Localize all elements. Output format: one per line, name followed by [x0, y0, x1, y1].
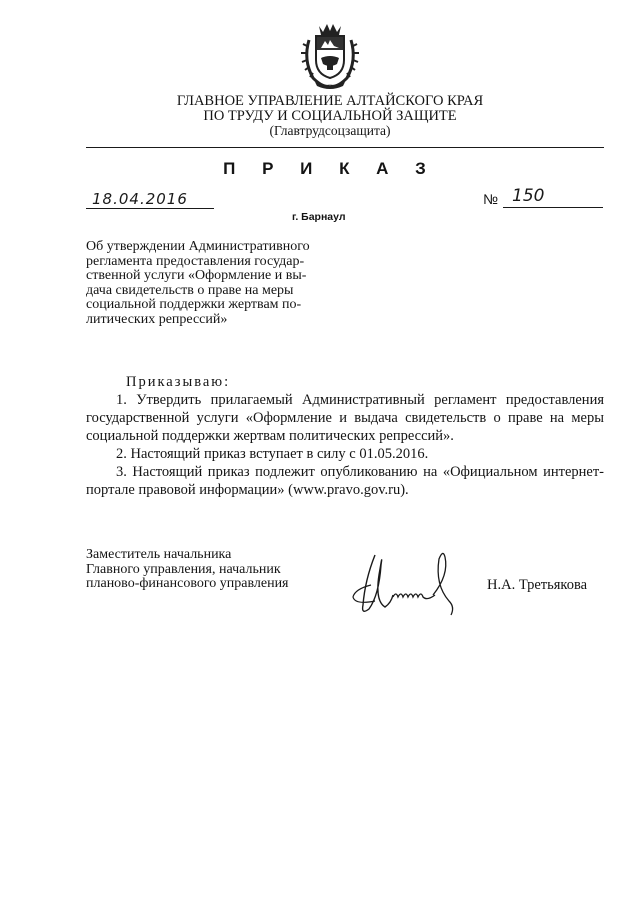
date-underline	[86, 208, 214, 209]
number-underline	[503, 207, 603, 208]
subject-line: социальной поддержки жертвам по-	[86, 297, 302, 312]
subject-line: Об утверждении Административного	[86, 239, 310, 254]
organization-name-line2: ПО ТРУДУ И СОЦИАЛЬНОЙ ЗАЩИТЕ	[203, 108, 457, 124]
subject-line: литических репрессий»	[86, 311, 228, 327]
signatory-title-line: планово-финансового управления	[86, 576, 289, 591]
subject-line: регламента предоставления государ-	[86, 253, 305, 269]
order-item-2: 2. Настоящий приказ вступает в силу с 01.05.2016.	[116, 446, 429, 462]
altai-krai-coat-of-arms-icon	[299, 20, 361, 92]
subject-line: дача свидетельств о праве на меры	[86, 282, 294, 298]
order-heading: Приказываю:	[126, 374, 231, 390]
document-number-label: №	[483, 191, 499, 207]
subject-line: ственной услуги «Оформление и вы-	[86, 268, 307, 283]
organization-name-line1: ГЛАВНОЕ УПРАВЛЕНИЕ АЛТАЙСКОГО КРАЯ	[176, 93, 484, 109]
signatory-title-line: Заместитель начальника	[86, 547, 232, 562]
order-item-1: 1. Утвердить прилагаемый Административный регламент предоставления государственной услуги «Оформление и выдача свидетельств о праве на меры социальной поддержки жертвам политических репрессий».	[86, 392, 604, 444]
document-subject	[86, 240, 366, 327]
signatory-name: Н.А. Третьякова	[487, 577, 588, 593]
document-type-title: П Р И К А З	[223, 159, 437, 178]
handwritten-signature	[345, 545, 465, 625]
header-divider	[86, 147, 604, 148]
document-number: 150	[512, 186, 545, 206]
signatory-title-line: Главного управления, начальник	[86, 561, 281, 577]
organization-short-name: (Главтрудсоцзащита)	[269, 123, 391, 138]
document-date: 18.04.2016	[92, 190, 188, 208]
signatory-title	[86, 548, 346, 592]
order-item-3: 3. Настоящий приказ подлежит опубликованию на «Официальном интернет-портале правовой информации» (www.pravo.gov.ru).	[86, 464, 604, 498]
document-city: г. Барнаул	[292, 211, 346, 223]
